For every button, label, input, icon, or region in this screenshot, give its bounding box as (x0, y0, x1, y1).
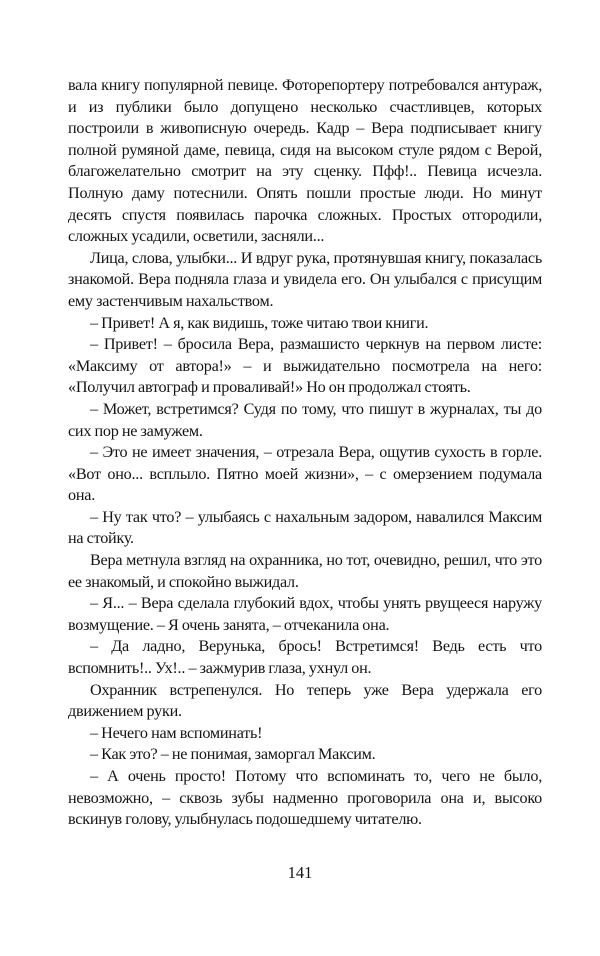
paragraph-8: Вера метнула взгляд на охранника, но тот, очевидно, решил, что это ее знакомый, и спокойно выжидал. (68, 551, 542, 591)
page-text (68, 75, 542, 831)
paragraph-2: Лица, слова, улыбки... И вдруг рука, протянувшая книгу, показалась знакомой. Вера подняла глаза и увидела его. Он улыбался с присущим ему застенчивым нахальством. (68, 248, 542, 310)
paragraph-5: – Может, встретимся? Судя по тому, что пишут в журналах, ты до сих пор не замужем. (68, 399, 542, 440)
paragraph-13: – Как это? – не понимая, заморгал Максим. (90, 745, 376, 764)
paragraph-1: вала книгу популярной певице. Фоторепортеру потребовался антураж, и из публики было допущено несколько счастливцев, которых построили в живописную очередь. Кадр – Вера подписывает книгу полной румяной даме, певица, сидя на высоком стуле рядом с Верой, благожелательно смотрит на эту сценку. Пфф!.. Певица исчезла. Полную даму потеснили. Опять пошли простые люди. Но минут десять спустя появилась парочка сложных. Простых отгородили, сложных усадили, осветили, засняли... (68, 76, 542, 246)
page-number: 141 (287, 863, 313, 882)
paragraph-4: – Привет! – бросила Вера, размашисто черкнув на первом листе: «Максиму от автора!» – и выжидательно посмотрела на него: «Получил автограф и проваливай!» Но он продолжал стоять. (68, 335, 542, 397)
paragraph-9: – Я... – Вера сделала глубокий вдох, чтобы унять рвущееся наружу возмущение. – Я очень занята, – отчеканила она. (68, 594, 542, 634)
paragraph-3: – Привет! А я, как видишь, тоже читаю твои книги. (90, 313, 429, 332)
paragraph-14: – А очень просто! Потому что вспоминать то, чего не было, невозможно, – сквозь зубы надменно проговорила она и, высоко вскинув голову, улыбнулась подошедшему читателю. (68, 767, 542, 829)
paragraph-11: Охранник встрепенулся. Но теперь уже Вера удержала его движением руки. (68, 680, 542, 721)
paragraph-12: – Нечего нам вспоминать! (90, 723, 263, 742)
paragraph-10: – Да ладно, Верунька, брось! Встретимся! Ведь есть что вспомнить!.. Ух!.. – зажмурив глаза, ухнул он. (68, 637, 542, 678)
paragraph-7: – Ну так что? – улыбаясь с нахальным задором, навалился Максим на стойку. (68, 507, 542, 548)
paragraph-6: – Это не имеет значения, – отрезала Вера, ощутив сухость в горле. «Вот оно... всплыло. Пятно моей жизни», – с омерзением подумала она. (68, 443, 542, 505)
